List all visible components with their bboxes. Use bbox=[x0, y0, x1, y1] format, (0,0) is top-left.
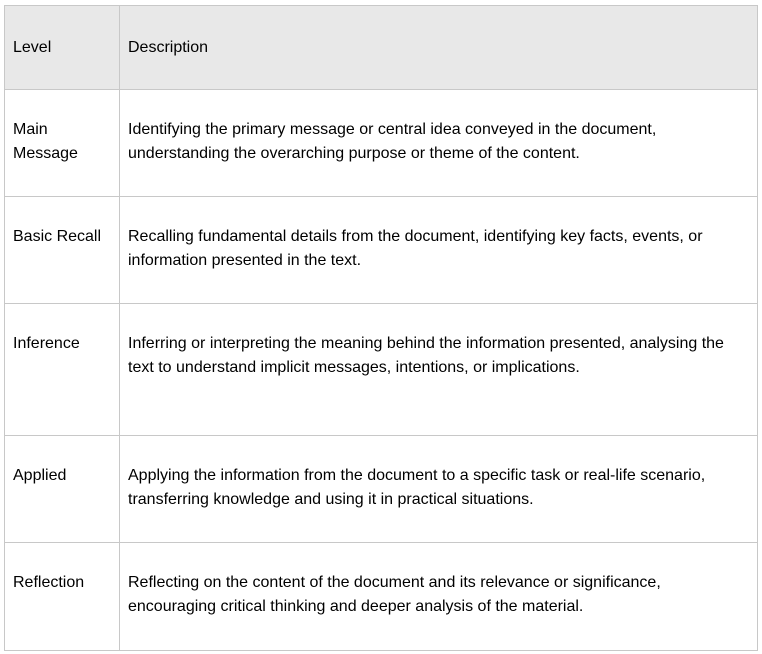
levels-table bbox=[4, 5, 758, 651]
table-row bbox=[5, 304, 758, 436]
description-cell: Recalling fundamental details from the document, identifying key facts, events, or information presented in the text. bbox=[120, 197, 758, 304]
table-row bbox=[5, 197, 758, 304]
level-cell: Reflection bbox=[5, 543, 120, 651]
table-header-row bbox=[5, 6, 758, 90]
description-cell: Inferring or interpreting the meaning behind the information presented, analysing the text to understand implicit messages, intentions, or implications. bbox=[120, 304, 758, 436]
level-cell: Main Message bbox=[5, 90, 120, 197]
level-cell: Applied bbox=[5, 436, 120, 543]
levels-table-container bbox=[4, 5, 758, 651]
description-cell: Identifying the primary message or central idea conveyed in the document, understanding the overarching purpose or theme of the content. bbox=[120, 90, 758, 197]
level-cell: Inference bbox=[5, 304, 120, 436]
table-row bbox=[5, 436, 758, 543]
description-cell: Applying the information from the document to a specific task or real-life scenario, transferring knowledge and using it in practical situations. bbox=[120, 436, 758, 543]
table-row bbox=[5, 90, 758, 197]
table-row bbox=[5, 543, 758, 651]
header-description: Description bbox=[120, 6, 758, 90]
description-cell: Reflecting on the content of the document and its relevance or significance, encouraging critical thinking and deeper analysis of the material. bbox=[120, 543, 758, 651]
level-cell: Basic Recall bbox=[5, 197, 120, 304]
header-level: Level bbox=[5, 6, 120, 90]
